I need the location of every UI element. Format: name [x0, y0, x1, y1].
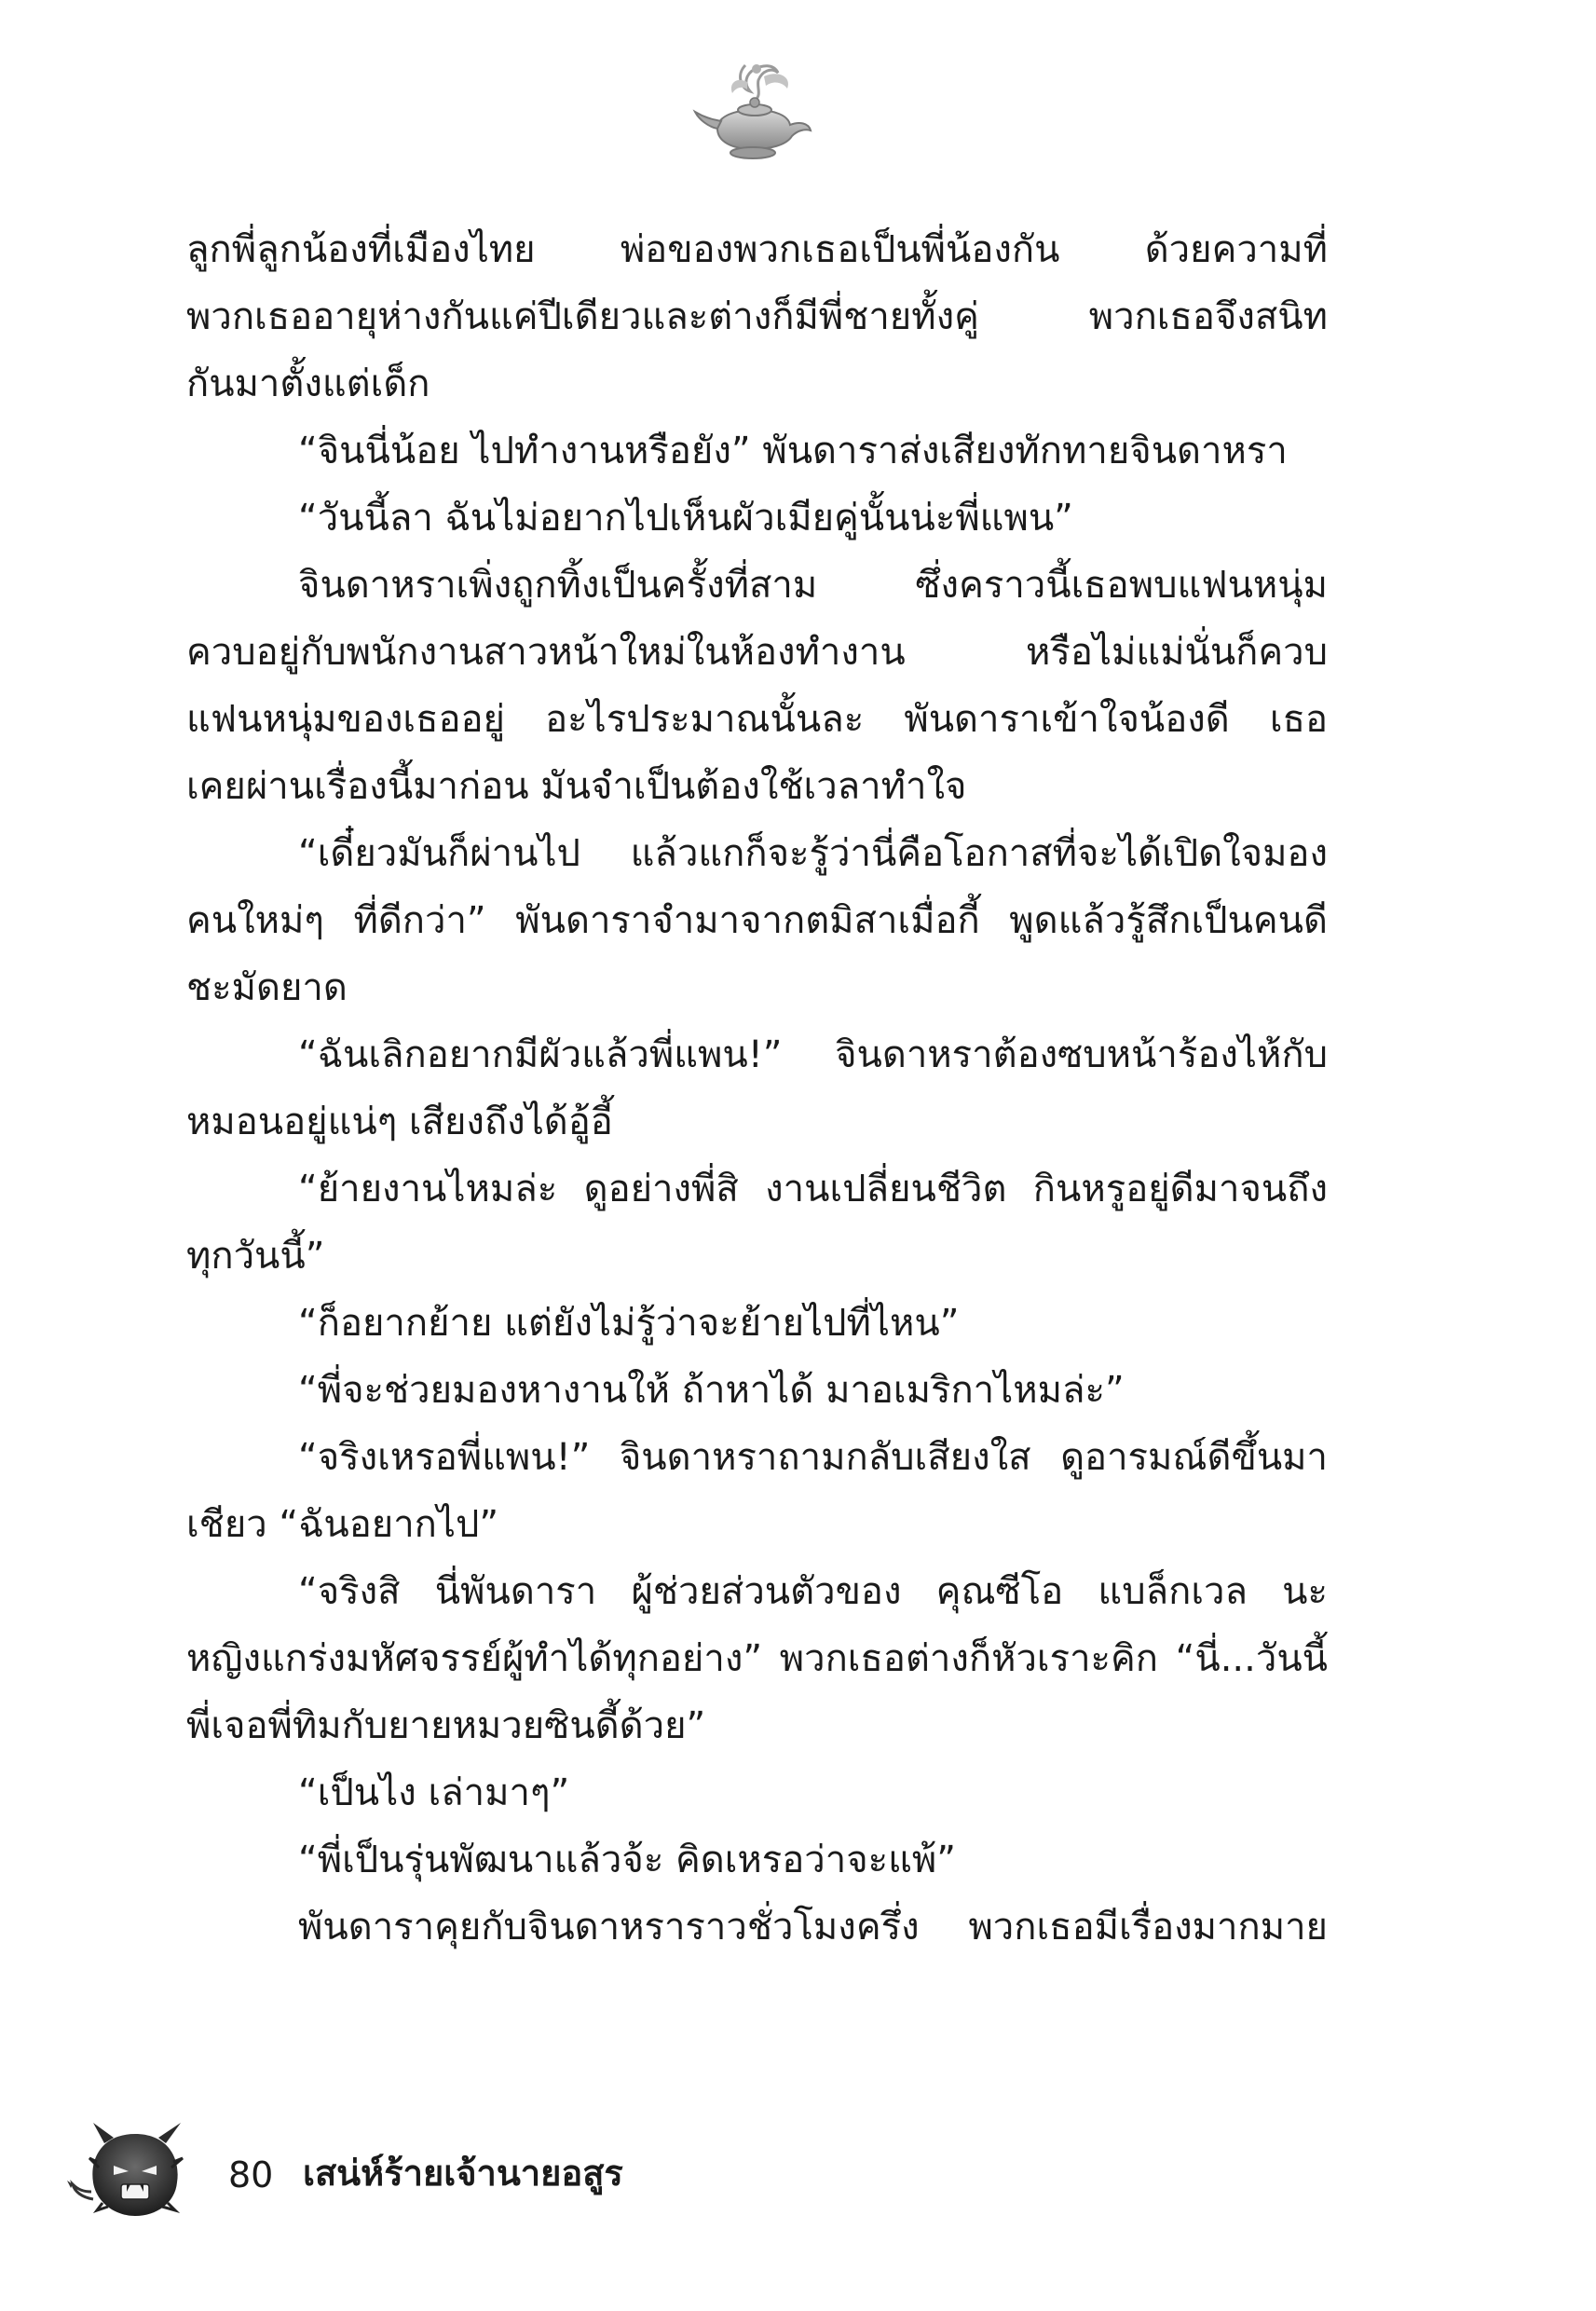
- text-line: “จินนี่น้อย ไปทำงานหรือยัง” พันดาราส่งเสียงทักทายจินดาหรา: [298, 430, 1288, 472]
- text-line: พวกเธออายุห่างกันแค่ปีเดียวและต่างก็มีพี่ชายทั้งคู่ พวกเธอจึงสนิท: [186, 295, 1328, 338]
- text-line: จินดาหราเพิ่งถูกทิ้งเป็นครั้งที่สาม ซึ่งคราวนี้เธอพบแฟนหนุ่ม: [298, 564, 1328, 607]
- text-line: “พี่จะช่วยมองหางานให้ ถ้าหาได้ มาอเมริกาไหมล่ะ”: [298, 1369, 1125, 1412]
- page-number: 80: [228, 2154, 274, 2195]
- text-line: “จริงเหรอพี่แพน!” จินดาหราถามกลับเสียงใส ดูอารมณ์ดีขึ้นมา: [298, 1436, 1328, 1479]
- text-line: ชะมัดยาด: [186, 966, 348, 1009]
- furry-monster-icon: [65, 2106, 205, 2227]
- text-line: “ก็อยากย้าย แต่ยังไม่รู้ว่าจะย้ายไปที่ไหน”: [298, 1302, 960, 1345]
- text-line: ทุกวันนี้”: [186, 1235, 325, 1278]
- text-line: “เป็นไง เล่ามาๆ”: [298, 1771, 570, 1814]
- text-line: “จริงสิ นี่พันดารา ผู้ช่วยส่วนตัวของ คุณซีโอ แบล็กเวล นะ: [298, 1570, 1328, 1613]
- text-line: แฟนหนุ่มของเธออยู่ อะไรประมาณนั้นละ พันดาราเข้าใจน้องดี เธอ: [186, 698, 1328, 741]
- page-footer: [65, 2106, 717, 2236]
- book-title: เสน่ห์ร้ายเจ้านายอสูร: [303, 2153, 623, 2194]
- text-line: ควบอยู่กับพนักงานสาวหน้าใหม่ในห้องทำงาน หรือไม่แม่นั่นก็ควบ: [186, 631, 1328, 674]
- page-body-text: [186, 216, 1328, 1961]
- text-line: “พี่เป็นรุ่นพัฒนาแล้วจ้ะ คิดเหรอว่าจะแพ้”: [298, 1839, 957, 1881]
- text-line: “ย้ายงานไหมล่ะ ดูอย่างพี่สิ งานเปลี่ยนชีวิต กินหรูอยู่ดีมาจนถึง: [298, 1168, 1328, 1210]
- text-line: หญิงแกร่งมหัศจรรย์ผู้ทำได้ทุกอย่าง” พวกเธอต่างก็หัวเราะคิก “นี่...วันนี้: [186, 1637, 1328, 1680]
- text-line: เคยผ่านเรื่องนี้มาก่อน มันจำเป็นต้องใช้เวลาทำใจ: [186, 765, 967, 808]
- text-line: พี่เจอพี่ทิมกับยายหมวยซินดี้ด้วย”: [186, 1704, 706, 1747]
- text-line: คนใหม่ๆ ที่ดีกว่า” พันดาราจำมาจากตมิสาเมื่อกี้ พูดแล้วรู้สึกเป็นคนดี: [186, 899, 1328, 942]
- text-line: “ฉันเลิกอยากมีผัวแล้วพี่แพน!” จินดาหราต้องซบหน้าร้องไห้กับ: [298, 1033, 1328, 1076]
- text-line: เชียว “ฉันอยากไป”: [186, 1503, 499, 1546]
- text-line: ลูกพี่ลูกน้องที่เมืองไทย พ่อของพวกเธอเป็นพี่น้องกัน ด้วยความที่: [186, 228, 1328, 271]
- magic-lamp-icon: [689, 56, 820, 168]
- text-line: “เดี๋ยวมันก็ผ่านไป แล้วแกก็จะรู้ว่านี่คือโอกาสที่จะได้เปิดใจมอง: [298, 832, 1328, 875]
- text-line: กันมาตั้งแต่เด็ก: [186, 362, 430, 405]
- text-line: พันดาราคุยกับจินดาหราราวชั่วโมงครึ่ง พวกเธอมีเรื่องมากมาย: [298, 1906, 1328, 1949]
- text-line: “วันนี้ลา ฉันไม่อยากไปเห็นผัวเมียคู่นั้นน่ะพี่แพน”: [298, 497, 1073, 540]
- text-line: หมอนอยู่แน่ๆ เสียงถึงได้อู้อี้: [186, 1101, 613, 1143]
